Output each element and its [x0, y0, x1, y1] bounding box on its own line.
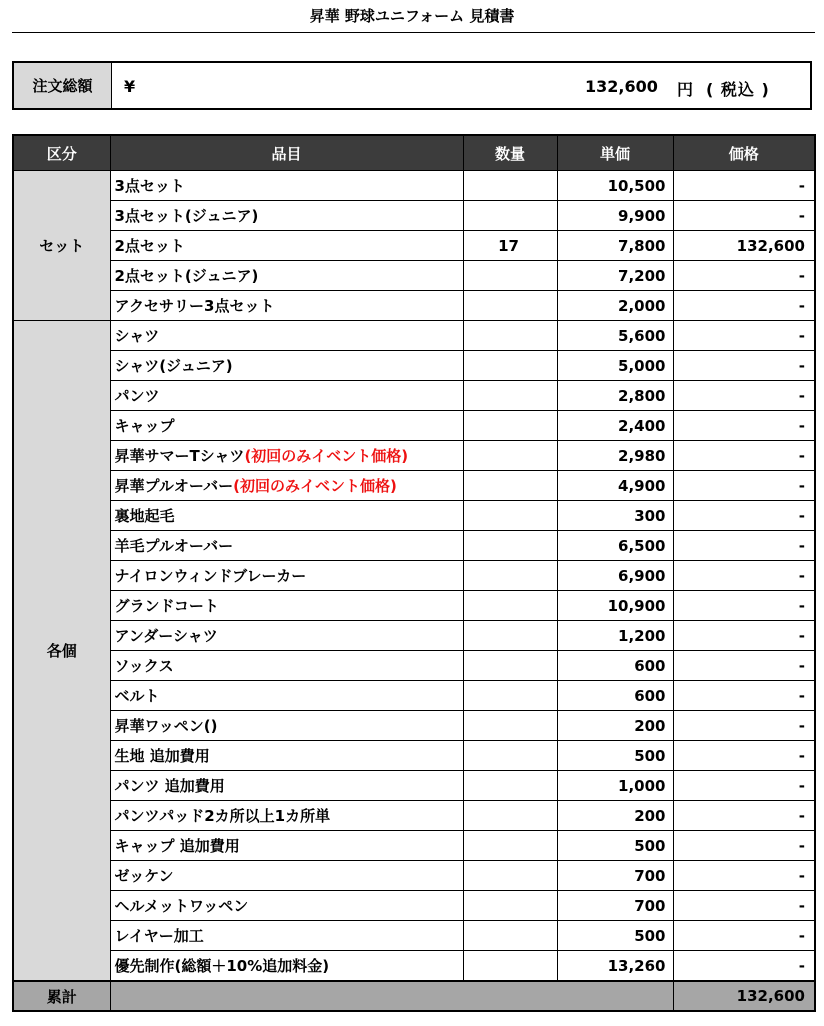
- table-row: [13, 321, 815, 351]
- item-name: アクセサリー3点セット: [114, 297, 275, 315]
- item-cell[interactable]: [110, 441, 463, 471]
- price-cell: -: [673, 921, 815, 951]
- item-cell[interactable]: [110, 471, 463, 501]
- order-total-value: [112, 63, 810, 108]
- order-total-label: 注文総額: [14, 63, 112, 108]
- unit-price-cell: 200: [557, 801, 673, 831]
- price-cell: -: [673, 621, 815, 651]
- unit-price-cell: 1,000: [557, 771, 673, 801]
- item-name: 昇華プルオーバー: [114, 477, 234, 495]
- table-row: [13, 261, 815, 291]
- unit-price-cell: 600: [557, 651, 673, 681]
- quantity-cell[interactable]: [463, 471, 557, 501]
- item-cell[interactable]: [110, 831, 463, 861]
- unit-price-cell: 2,400: [557, 411, 673, 441]
- price-cell: -: [673, 861, 815, 891]
- price-cell: -: [673, 201, 815, 231]
- item-name: 羊毛プルオーバー: [114, 537, 234, 555]
- unit-price-cell: 9,900: [557, 201, 673, 231]
- price-cell: -: [673, 381, 815, 411]
- item-name: シャツ: [114, 327, 160, 345]
- table-row: [13, 861, 815, 891]
- table-row: [13, 351, 815, 381]
- unit-price-cell: 5,000: [557, 351, 673, 381]
- item-cell[interactable]: [110, 261, 463, 291]
- table-row: [13, 501, 815, 531]
- table-row: [13, 561, 815, 591]
- header-category: 区分: [13, 135, 110, 171]
- title-underline: [12, 32, 815, 33]
- quantity-cell[interactable]: [463, 681, 557, 711]
- price-cell: -: [673, 651, 815, 681]
- unit-price-cell: 7,200: [557, 261, 673, 291]
- item-name: レイヤー加工: [114, 927, 204, 945]
- item-cell[interactable]: [110, 621, 463, 651]
- price-cell: -: [673, 471, 815, 501]
- price-cell: -: [673, 681, 815, 711]
- table-row: [13, 621, 815, 651]
- price-cell: -: [673, 771, 815, 801]
- unit-price-cell: 500: [557, 741, 673, 771]
- price-cell: 132,600: [673, 231, 815, 261]
- cumulative-row: [13, 981, 815, 1011]
- quantity-cell[interactable]: [463, 261, 557, 291]
- table-row: [13, 231, 815, 261]
- price-cell: -: [673, 591, 815, 621]
- unit-price-cell: 6,900: [557, 561, 673, 591]
- cumulative-spacer: [110, 981, 673, 1011]
- cumulative-label: 累計: [13, 981, 110, 1011]
- item-name: キャップ 追加費用: [114, 837, 240, 855]
- item-cell[interactable]: [110, 501, 463, 531]
- item-cell[interactable]: [110, 531, 463, 561]
- item-cell[interactable]: [110, 381, 463, 411]
- table-body: [13, 171, 815, 1012]
- header-item: 品目: [110, 135, 463, 171]
- item-name: パンツ 追加費用: [114, 777, 225, 795]
- item-name: シャツ(ジュニア): [114, 357, 233, 375]
- item-cell[interactable]: [110, 291, 463, 321]
- table-row: [13, 831, 815, 861]
- table-row: [13, 291, 815, 321]
- item-cell[interactable]: [110, 681, 463, 711]
- unit-price-cell: 700: [557, 891, 673, 921]
- table-row: [13, 771, 815, 801]
- price-cell: -: [673, 561, 815, 591]
- table-row: [13, 591, 815, 621]
- unit-price-cell: 2,980: [557, 441, 673, 471]
- item-cell[interactable]: [110, 231, 463, 261]
- price-cell: -: [673, 711, 815, 741]
- quantity-cell[interactable]: [463, 441, 557, 471]
- item-cell[interactable]: [110, 771, 463, 801]
- price-cell: -: [673, 171, 815, 201]
- unit-price-cell: 600: [557, 681, 673, 711]
- item-name: ナイロンウィンドブレーカー: [114, 567, 307, 585]
- price-cell: -: [673, 531, 815, 561]
- item-name: 優先制作(総額＋10%追加料金): [114, 957, 330, 975]
- item-note: (初回のみイベント価格): [244, 447, 409, 465]
- table-row: [13, 411, 815, 441]
- table-row: [13, 741, 815, 771]
- table-row: [13, 171, 815, 201]
- price-cell: -: [673, 831, 815, 861]
- quantity-cell[interactable]: [463, 381, 557, 411]
- quantity-cell[interactable]: [463, 801, 557, 831]
- quantity-cell[interactable]: [463, 921, 557, 951]
- quantity-cell[interactable]: [463, 561, 557, 591]
- price-cell: -: [673, 741, 815, 771]
- table-row: [13, 951, 815, 982]
- price-cell: -: [673, 261, 815, 291]
- item-cell[interactable]: [110, 171, 463, 201]
- unit-price-cell: 4,900: [557, 471, 673, 501]
- unit-price-cell: 5,600: [557, 321, 673, 351]
- item-name: パンツパッド2カ所以上1カ所単: [114, 807, 331, 825]
- quantity-cell[interactable]: [463, 831, 557, 861]
- quantity-cell[interactable]: [463, 501, 557, 531]
- unit-price-cell: 1,200: [557, 621, 673, 651]
- quantity-cell[interactable]: [463, 621, 557, 651]
- item-cell[interactable]: [110, 321, 463, 351]
- item-name: 3点セット(ジュニア): [114, 207, 259, 225]
- price-cell: -: [673, 441, 815, 471]
- unit-price-cell: 700: [557, 861, 673, 891]
- price-cell: -: [673, 321, 815, 351]
- quantity-cell[interactable]: [463, 351, 557, 381]
- unit-price-cell: 10,500: [557, 171, 673, 201]
- quantity-cell[interactable]: [463, 771, 557, 801]
- item-name: 2点セット: [114, 237, 185, 255]
- table-row: [13, 381, 815, 411]
- quantity-cell[interactable]: [463, 711, 557, 741]
- unit-price-cell: 13,260: [557, 951, 673, 982]
- quantity-cell[interactable]: [463, 321, 557, 351]
- quantity-cell[interactable]: [463, 291, 557, 321]
- unit-price-cell: 2,800: [557, 381, 673, 411]
- item-cell[interactable]: [110, 921, 463, 951]
- table-row: [13, 891, 815, 921]
- unit-price-cell: 7,800: [557, 231, 673, 261]
- unit-price-cell: 200: [557, 711, 673, 741]
- table-row: [13, 801, 815, 831]
- cumulative-total: 132,600: [673, 981, 815, 1011]
- price-cell: -: [673, 291, 815, 321]
- item-name: 生地 追加費用: [114, 747, 210, 765]
- table-row: [13, 651, 815, 681]
- table-row: [13, 471, 815, 501]
- item-cell[interactable]: [110, 411, 463, 441]
- quantity-cell[interactable]: [463, 951, 557, 982]
- category-cell: 各個: [13, 321, 110, 982]
- item-name: ゼッケン: [114, 867, 174, 885]
- quantity-cell[interactable]: [463, 741, 557, 771]
- header-quantity: 数量: [463, 135, 557, 171]
- quantity-cell[interactable]: [463, 171, 557, 201]
- item-name: 裏地起毛: [114, 507, 175, 525]
- item-name: 3点セット: [114, 177, 185, 195]
- order-total-amount: 132,600: [585, 77, 658, 96]
- item-name: 昇華ワッペン(): [114, 717, 218, 735]
- item-cell[interactable]: [110, 741, 463, 771]
- item-cell[interactable]: [110, 651, 463, 681]
- quantity-cell[interactable]: [463, 651, 557, 681]
- unit-price-cell: 500: [557, 921, 673, 951]
- currency-symbol: ¥: [124, 77, 136, 96]
- estimate-table: [12, 134, 816, 1012]
- quantity-cell[interactable]: [463, 201, 557, 231]
- table-row: [13, 441, 815, 471]
- item-cell[interactable]: [110, 711, 463, 741]
- price-cell: -: [673, 501, 815, 531]
- table-row: [13, 201, 815, 231]
- quantity-cell[interactable]: 17: [463, 231, 557, 261]
- order-total-box: [12, 61, 812, 110]
- item-cell[interactable]: [110, 801, 463, 831]
- quantity-cell[interactable]: [463, 591, 557, 621]
- item-cell[interactable]: [110, 861, 463, 891]
- item-cell[interactable]: [110, 561, 463, 591]
- quantity-cell[interactable]: [463, 861, 557, 891]
- item-name: パンツ: [114, 387, 160, 405]
- item-cell[interactable]: [110, 351, 463, 381]
- item-name: ヘルメットワッペン: [114, 897, 249, 915]
- item-name: アンダーシャツ: [114, 627, 218, 645]
- header-price: 価格: [673, 135, 815, 171]
- unit-price-cell: 10,900: [557, 591, 673, 621]
- item-name: ベルト: [114, 687, 160, 705]
- item-cell[interactable]: [110, 891, 463, 921]
- table-header-row: [13, 135, 815, 171]
- item-cell[interactable]: [110, 951, 463, 982]
- tax-included-note: ( 税込 ): [706, 80, 770, 99]
- order-total-unit: 円: [677, 80, 694, 99]
- header-unit-price: 単価: [557, 135, 673, 171]
- table-row: [13, 681, 815, 711]
- quantity-cell[interactable]: [463, 411, 557, 441]
- item-cell[interactable]: [110, 201, 463, 231]
- unit-price-cell: 300: [557, 501, 673, 531]
- table-row: [13, 921, 815, 951]
- item-cell[interactable]: [110, 591, 463, 621]
- item-name: ソックス: [114, 657, 174, 675]
- item-name: 2点セット(ジュニア): [114, 267, 259, 285]
- unit-price-cell: 500: [557, 831, 673, 861]
- price-cell: -: [673, 351, 815, 381]
- price-cell: -: [673, 411, 815, 441]
- price-cell: -: [673, 891, 815, 921]
- table-row: [13, 711, 815, 741]
- item-name: 昇華サマーTシャツ: [114, 447, 245, 465]
- price-cell: -: [673, 951, 815, 982]
- item-name: キャップ: [114, 417, 175, 435]
- unit-price-cell: 6,500: [557, 531, 673, 561]
- item-name: グランドコート: [114, 597, 219, 615]
- category-cell: セット: [13, 171, 110, 321]
- document-title: 昇華 野球ユニフォーム 見積書: [309, 7, 515, 25]
- quantity-cell[interactable]: [463, 891, 557, 921]
- price-cell: -: [673, 801, 815, 831]
- quantity-cell[interactable]: [463, 531, 557, 561]
- item-note: (初回のみイベント価格): [233, 477, 397, 495]
- table-row: [13, 531, 815, 561]
- unit-price-cell: 2,000: [557, 291, 673, 321]
